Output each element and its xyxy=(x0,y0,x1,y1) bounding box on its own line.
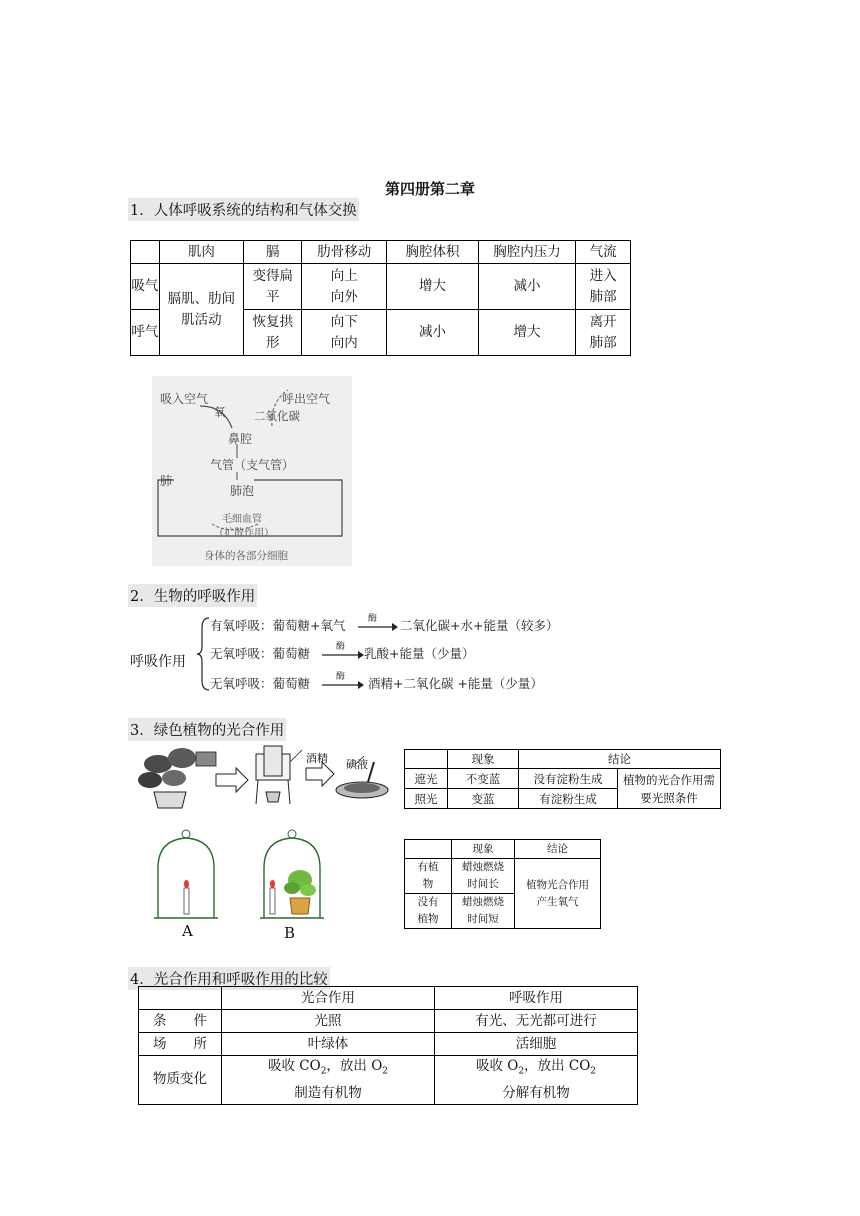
phenomenon-cell: 蜡烛燃烧时间长 xyxy=(452,859,515,894)
respiration-diagram xyxy=(152,376,352,566)
oxygen-table xyxy=(404,839,601,929)
comparison-table xyxy=(138,986,638,1105)
photo-cell: 叶绿体 xyxy=(222,1033,435,1056)
bell-jar-a-icon xyxy=(154,830,218,918)
header-cell: 膈 xyxy=(243,241,302,264)
header-cell: 肋骨移动 xyxy=(302,241,387,264)
equation-aerobic-right: 二氧化碳+水+能量（较多） xyxy=(400,618,559,633)
respiration-label: 呼吸作用 xyxy=(130,654,186,670)
row-label: 吸气 xyxy=(131,264,160,310)
arrow-icon xyxy=(358,623,398,631)
arrow-icon xyxy=(322,681,364,689)
photo-gas-exchange xyxy=(222,1056,434,1083)
equation-alcohol-left: 无氧呼吸：葡萄糖 xyxy=(210,676,311,691)
pressure-cell: 减小 xyxy=(478,264,576,310)
row-label: 场 所 xyxy=(139,1033,222,1056)
arrow-icon xyxy=(322,651,364,659)
row-label: 照光 xyxy=(405,789,448,809)
bell-jar-b-icon xyxy=(260,830,324,918)
equation-lactic-left: 无氧呼吸：葡萄糖 xyxy=(210,646,311,661)
photo-release-sub: 2 xyxy=(382,1066,389,1077)
equation-lactic-right: 乳酸+能量（少量） xyxy=(364,646,475,661)
photo-release: ，放出 O xyxy=(326,1058,383,1074)
alveoli-label: 肺泡 xyxy=(230,484,255,498)
section-2-heading: 2．生物的呼吸作用 xyxy=(128,584,257,607)
co2-label: 二氧化碳 xyxy=(254,409,300,423)
row-label: 遮光 xyxy=(405,769,448,789)
jar-b-label: B xyxy=(284,924,296,942)
starch-table xyxy=(404,749,721,809)
header-cell: 肌肉 xyxy=(159,241,243,264)
photo-absorb: 吸收 CO xyxy=(267,1058,321,1074)
header-cell: 胸腔内压力 xyxy=(478,241,576,264)
photo-make: 制造有机物 xyxy=(294,1084,362,1101)
header-cell: 结论 xyxy=(519,750,721,769)
iodine-label: 碘液 xyxy=(346,758,368,771)
pressure-cell: 增大 xyxy=(478,310,576,356)
section-4-heading: 4．光合作用和呼吸作用的比较 xyxy=(128,967,330,990)
header-cell xyxy=(405,840,452,859)
row-label: 没有植物 xyxy=(405,894,452,929)
result-cell: 没有淀粉生成 xyxy=(519,769,618,789)
header-cell xyxy=(405,750,448,769)
resp-gas-exchange xyxy=(435,1056,637,1083)
diaphragm-cell: 变得扁平 xyxy=(243,264,302,310)
photo-cell: 光照 xyxy=(222,1010,435,1033)
header-cell: 光合作用 xyxy=(222,987,435,1010)
nasal-label: 鼻腔 xyxy=(228,432,253,446)
potted-plant-icon xyxy=(138,748,216,808)
header-cell: 胸腔体积 xyxy=(387,241,479,264)
brace-icon xyxy=(195,616,211,692)
bell-jar-illustration xyxy=(154,828,334,924)
phenomenon-cell: 不变蓝 xyxy=(448,769,519,789)
resp-material-cell xyxy=(435,1056,638,1105)
header-cell: 呼吸作用 xyxy=(435,987,638,1010)
trachea-label: 气管（支气管） xyxy=(210,458,295,472)
header-cell xyxy=(139,987,222,1010)
starch-experiment-illustration xyxy=(134,742,402,812)
photo-material-cell xyxy=(222,1056,435,1105)
diffusion-label: （扩散作用） xyxy=(214,528,274,539)
row-label: 呼气 xyxy=(131,310,160,356)
equation-alcohol-right: 酒精+二氧化碳 +能量（少量） xyxy=(368,676,543,691)
volume-cell: 增大 xyxy=(387,264,479,310)
muscle-cell: 膈肌、肋间肌活动 xyxy=(159,264,243,356)
equation-aerobic-left: 有氧呼吸：葡萄糖+氧气 xyxy=(210,618,346,633)
header-cell: 现象 xyxy=(452,840,515,859)
ribs-cell: 向上向外 xyxy=(302,264,387,310)
exhale-label: 呼出空气 xyxy=(282,392,331,406)
phenomenon-cell: 蜡烛燃烧时间短 xyxy=(452,894,515,929)
resp-cell: 活细胞 xyxy=(435,1033,638,1056)
resp-make: 分解有机物 xyxy=(502,1084,570,1101)
resp-absorb: 吸收 O xyxy=(475,1058,519,1074)
breathing-table xyxy=(130,240,631,356)
lung-label: 肺 xyxy=(160,474,173,488)
jar-a-label: A xyxy=(182,922,193,940)
resp-release: ，放出 CO xyxy=(524,1058,591,1074)
phenomenon-cell: 变蓝 xyxy=(448,789,519,809)
row-label: 物质变化 xyxy=(139,1056,222,1105)
enzyme-label: 酶 xyxy=(368,614,378,624)
capillary-label: 毛细血管 xyxy=(222,514,262,525)
result-cell: 有淀粉生成 xyxy=(519,789,618,809)
section-3-heading: 3．绿色植物的光合作用 xyxy=(128,718,286,741)
resp-release-sub: 2 xyxy=(590,1066,597,1077)
diaphragm-cell: 恢复拱形 xyxy=(243,310,302,356)
airflow-cell: 离开肺部 xyxy=(576,310,631,356)
conclusion-cell: 植物的光合作用需要光照条件 xyxy=(618,769,721,809)
oxygen-label: 氧 xyxy=(214,405,226,419)
enzyme-label: 酶 xyxy=(336,642,346,652)
resp-absorb-sub: 2 xyxy=(518,1066,525,1077)
conclusion-cell: 植物光合作用产生氧气 xyxy=(515,859,601,929)
resp-cell: 有光、无光都可进行 xyxy=(435,1010,638,1033)
inhale-label: 吸入空气 xyxy=(160,392,209,406)
alcohol-label: 酒精 xyxy=(306,752,328,765)
header-cell: 气流 xyxy=(576,241,631,264)
water-bath-icon xyxy=(256,746,302,804)
header-cell: 现象 xyxy=(448,750,519,769)
row-label: 条 件 xyxy=(139,1010,222,1033)
header-cell: 结论 xyxy=(515,840,601,859)
airflow-cell: 进入肺部 xyxy=(576,264,631,310)
enzyme-label: 酶 xyxy=(336,672,346,682)
page-title: 第四册第二章 xyxy=(384,180,475,198)
cells-label: 身体的各部分细胞 xyxy=(204,550,288,562)
volume-cell: 减小 xyxy=(387,310,479,356)
respiration-equations xyxy=(210,614,590,696)
header-cell xyxy=(131,241,160,264)
photo-absorb-sub: 2 xyxy=(320,1066,327,1077)
section-1-heading: 1．人体呼吸系统的结构和气体交换 xyxy=(128,198,359,221)
row-label: 有植物 xyxy=(405,859,452,894)
ribs-cell: 向下向内 xyxy=(302,310,387,356)
